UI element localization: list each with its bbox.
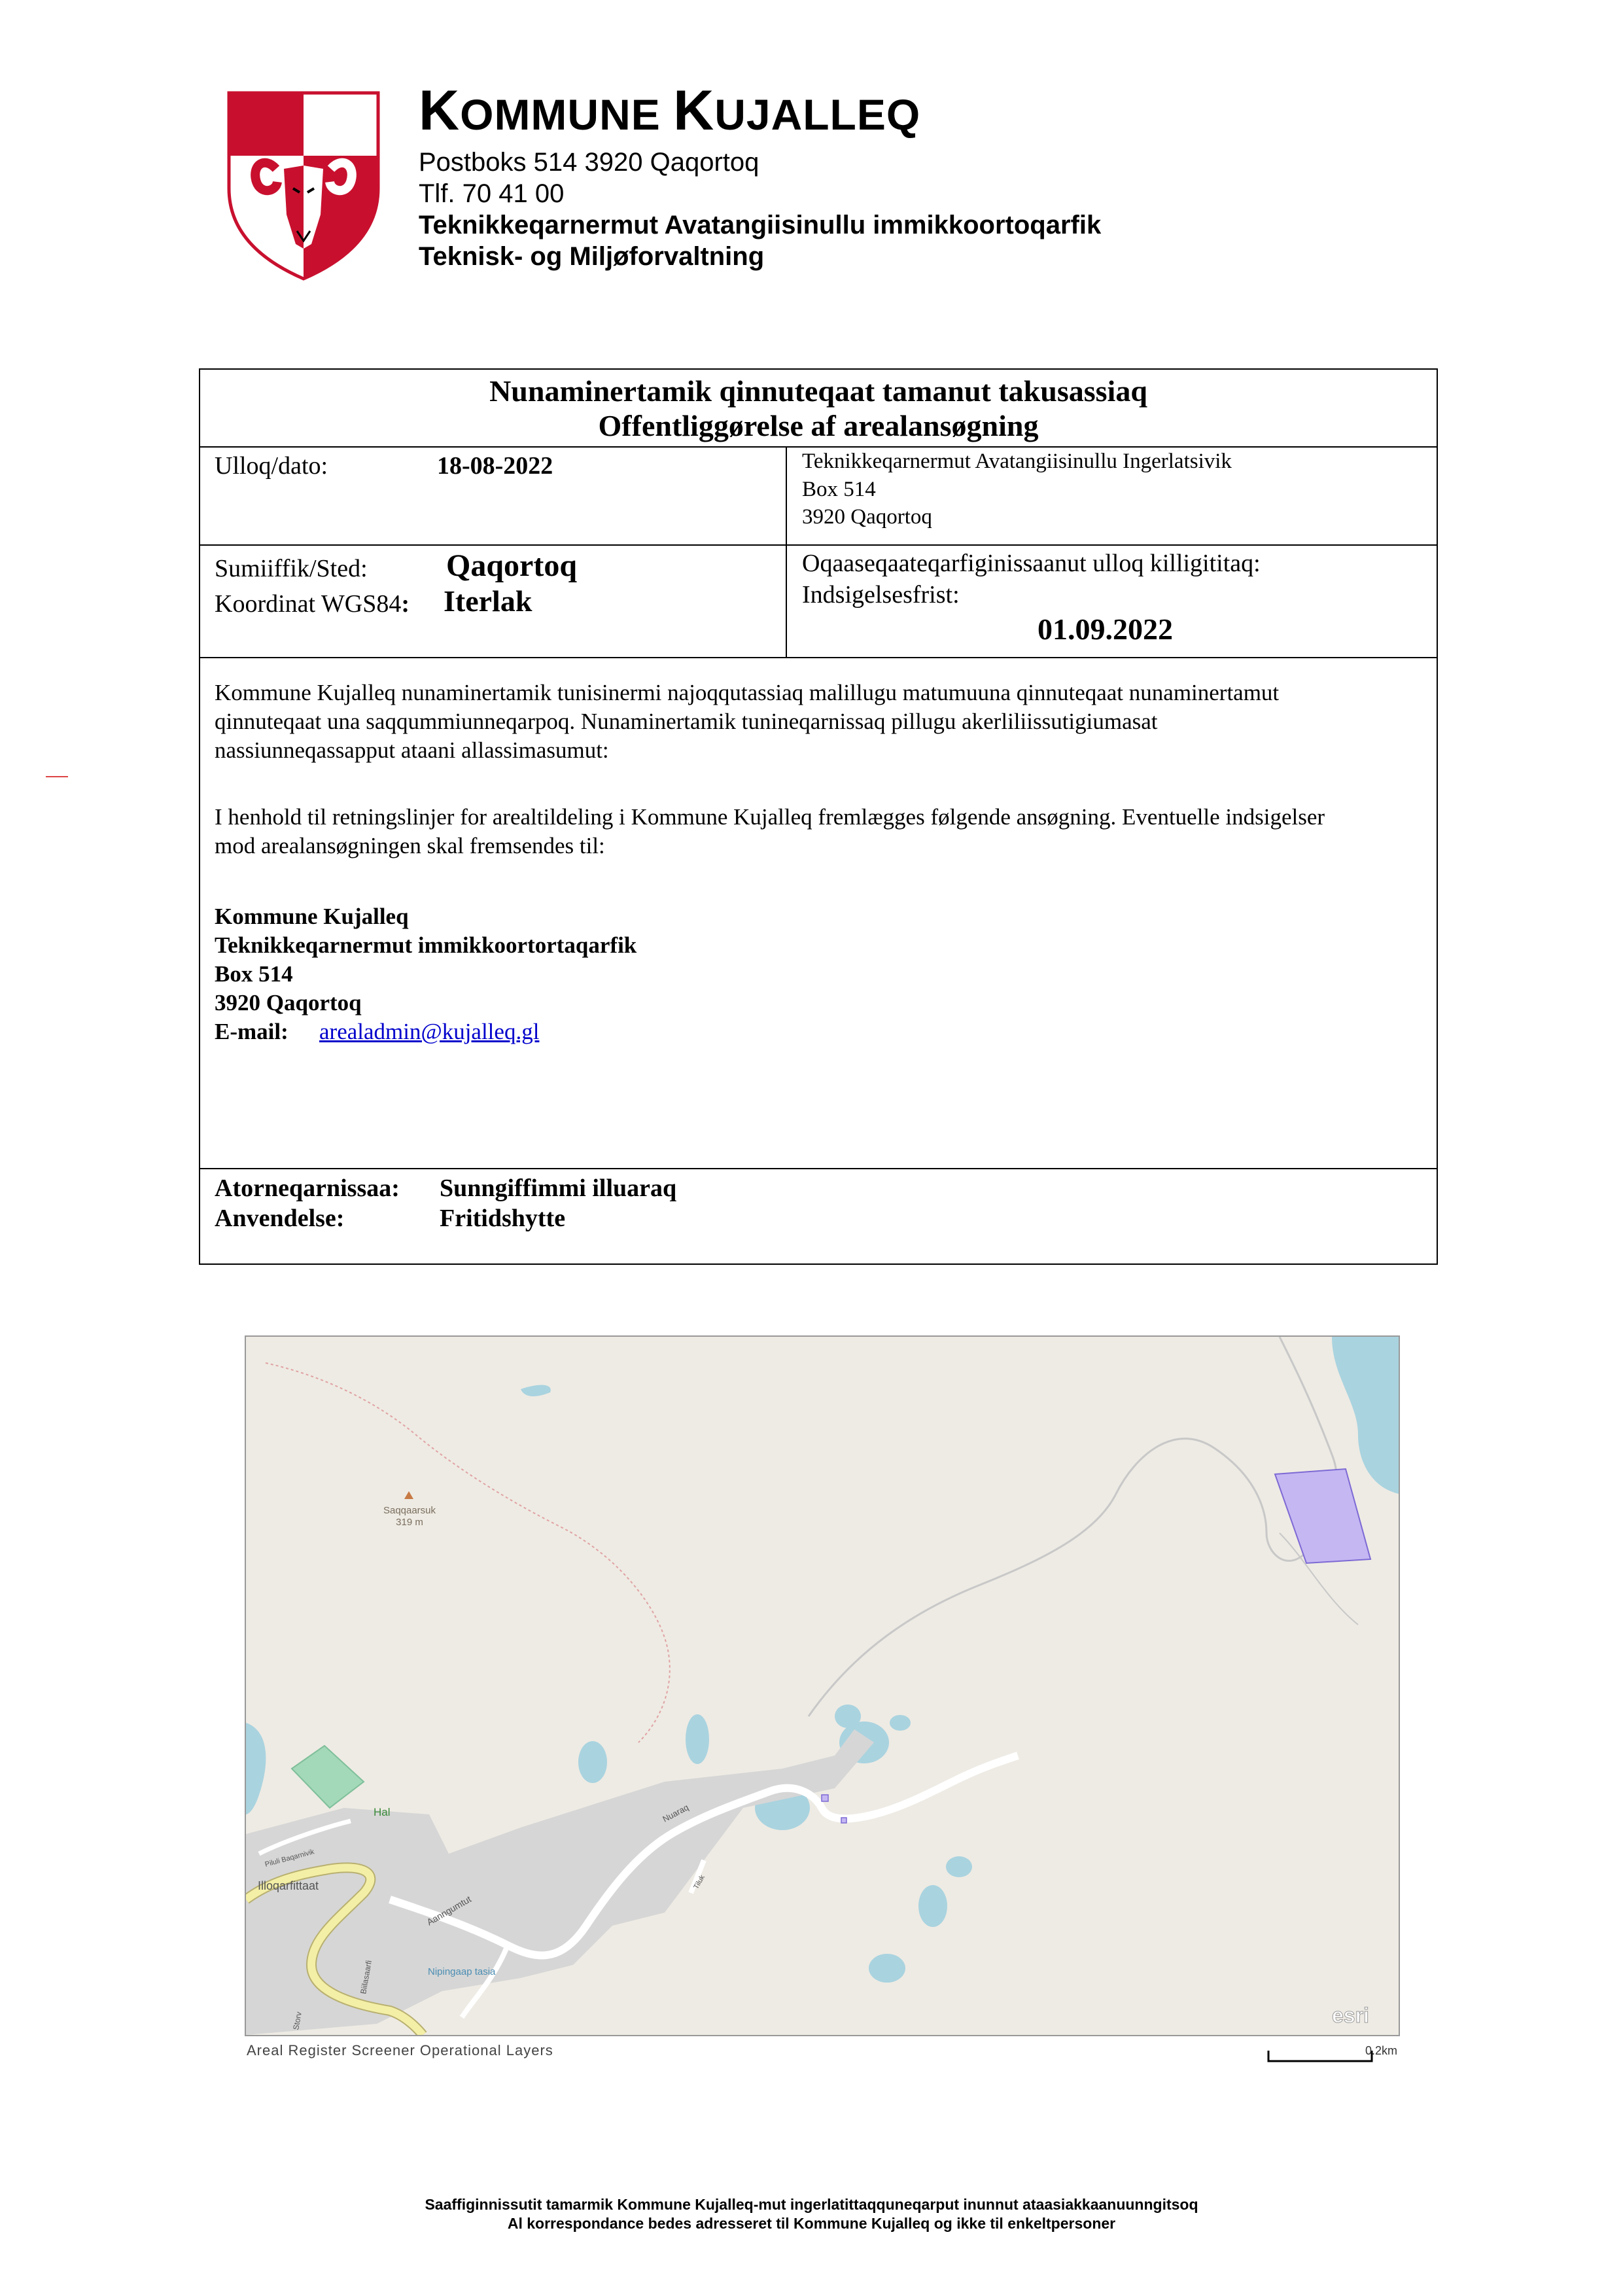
application-form [199, 368, 1438, 1265]
sports-field [292, 1746, 364, 1808]
road-label-aanngumtut: Aanngumtut [425, 1893, 473, 1928]
esri-logo: esri [1332, 2004, 1369, 2027]
road-label-piluli: Piluli Baqarnivik [264, 1848, 315, 1869]
coordinate-label-text: Koordinat WGS84 [215, 590, 402, 618]
scale-label: 0.2km [1365, 2044, 1398, 2057]
deadline-label-danish: Indsigelsesfrist: [802, 581, 960, 609]
usage-value-greenlandic: Sunngiffimmi illuaraq [440, 1174, 677, 1202]
building-marker [822, 1795, 828, 1801]
divider [200, 1168, 1437, 1169]
peak-icon [404, 1491, 413, 1499]
date-label: Ulloq/dato: [215, 452, 328, 480]
divider [200, 446, 1437, 448]
office-name: Teknikkeqarnermut Avatangiisinullu Ingerlatsivik [802, 450, 1232, 473]
location-map[interactable] [245, 1335, 1400, 2036]
body-danish-line-1: I henhold til retningslinjer for arealtildeling i Kommune Kujalleq fremlægges følgende ansøgning. Eventuelle indsigelser [215, 804, 1325, 830]
footer-danish: Al korrespondance bedes adresseret til Kommune Kujalleq og ikke til enkeltpersoner [507, 2215, 1116, 2232]
header-address: Postboks 514 3920 Qaqortoq [419, 148, 759, 177]
divider [200, 544, 1437, 546]
email-label: E-mail: [215, 1019, 288, 1044]
coordinate-colon: : [401, 590, 410, 618]
map-canvas [246, 1337, 1399, 2035]
coat-of-arms-logo [225, 90, 382, 281]
map-caption: Areal Register Screener Operational Layers [247, 2042, 553, 2058]
contact-box: Box 514 [215, 961, 293, 987]
lake [521, 1385, 551, 1396]
usage-label-danish: Anvendelse: [215, 1205, 345, 1232]
road-label-tiluk: Tiluk [692, 1873, 707, 1891]
place-value: Qaqortoq [446, 548, 578, 583]
divider [200, 657, 1437, 658]
body-greenlandic-line-2: qinnuteqaat una saqqummiunneqarpoq. Nunaminertamik tunineqarnissaq pillugu akerliliissutigiumasat [215, 709, 1158, 734]
place-label: Sumiiffik/Sted: [215, 555, 368, 582]
office-box: Box 514 [802, 478, 876, 501]
building-marker [841, 1818, 846, 1823]
contact-city: 3920 Qaqortoq [215, 990, 362, 1016]
trail [809, 1337, 1337, 1716]
scale-bar [1267, 2041, 1405, 2068]
margin-mark [46, 776, 68, 777]
email-link[interactable]: arealadmin@kujalleq.gl [319, 1019, 540, 1044]
lake [835, 1704, 861, 1728]
lake [686, 1714, 709, 1764]
contact-department: Teknikkeqarnermut immikkoortortaqarfik [215, 932, 637, 958]
header-phone: Tlf. 70 41 00 [419, 179, 565, 208]
header-department-danish: Teknisk- og Miljøforvaltning [419, 242, 765, 271]
deadline-value: 01.09.2022 [1038, 612, 1173, 646]
form-title-greenlandic: Nunaminertamik qinnuteqaat tamanut takusassiaq [489, 374, 1147, 408]
body-greenlandic-line-1: Kommune Kujalleq nunaminertamik tunisinermi najoqqutassiaq malillugu matumuuna qinnuteqaat nunaminertamut [215, 680, 1280, 705]
hall-label: Hal [374, 1806, 391, 1818]
road-label-nuaraq: Nuaraq [661, 1802, 691, 1824]
date-value: 18-08-2022 [437, 452, 553, 480]
usage-label-greenlandic: Atorneqarnissaa: [215, 1174, 400, 1202]
divider [786, 446, 787, 657]
road-label-biilasaarfi: Biilasaarfi [358, 1959, 374, 1995]
peak-name: Saqqaarsuk [383, 1505, 436, 1516]
road-label-storv: Storv [291, 2011, 304, 2031]
office-city: 3920 Qaqortoq [802, 505, 932, 529]
trail [266, 1363, 670, 1742]
usage-value-danish: Fritidshytte [440, 1205, 566, 1232]
lake [869, 1954, 905, 1983]
district-label: Illoqarfittaat [258, 1879, 319, 1892]
lake [890, 1715, 911, 1731]
lake [246, 1723, 266, 1814]
lake [918, 1885, 947, 1927]
lake-label: Nipingaap tasia [428, 1966, 496, 1977]
application-parcel[interactable] [1275, 1469, 1370, 1563]
lake [578, 1741, 607, 1783]
contact-org: Kommune Kujalleq [215, 904, 409, 929]
footer-greenlandic: Saaffiginnissutit tamarmik Kommune Kujalleq-mut ingerlatittaqquneqarput inunnut ataasiakkaanuunngitsoq [425, 2196, 1198, 2213]
peak-height: 319 m [396, 1517, 423, 1528]
coordinate-label [215, 590, 410, 618]
body-greenlandic-line-3: nassiunneqassapput ataani allassimasumut: [215, 737, 609, 763]
form-title-danish: Offentliggørelse af arealansøgning [598, 409, 1039, 442]
header-department-greenlandic: Teknikkeqarnermut Avatangiisinullu immikkoortoqarfik [419, 211, 1102, 239]
deadline-label-greenlandic: Oqaaseqaateqarfiginissaanut ulloq killigititaq: [802, 550, 1261, 577]
lake [946, 1856, 972, 1877]
organization-name: KOMMUNE KUJALLEQ [419, 79, 921, 142]
body-danish-line-2: mod arealansøgningen skal fremsendes til: [215, 833, 605, 858]
coordinate-value: Iterlak [444, 584, 532, 618]
